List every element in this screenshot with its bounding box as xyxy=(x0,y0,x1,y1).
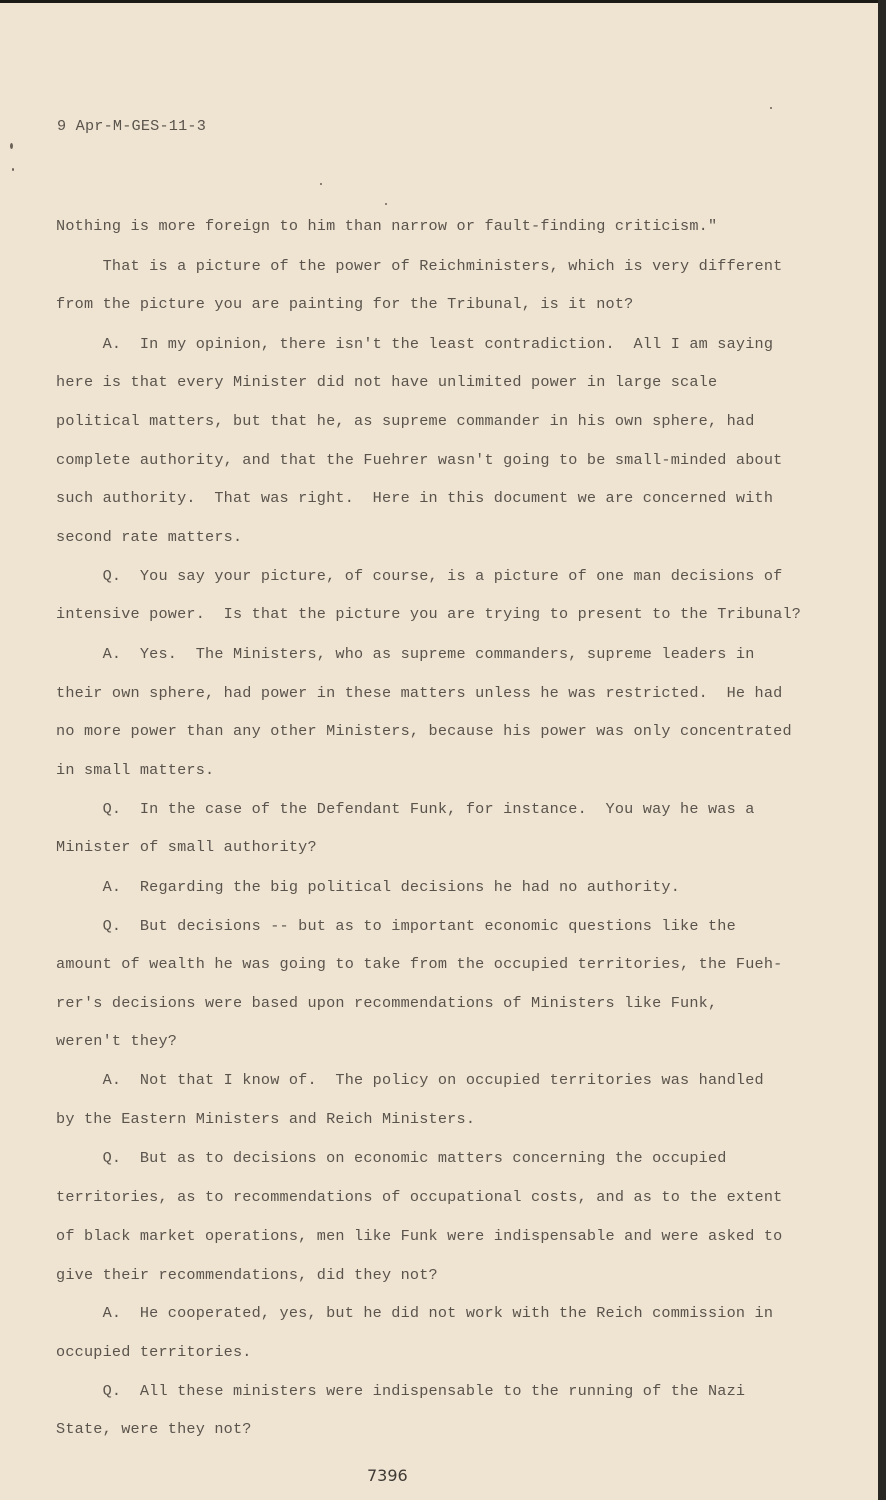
transcript-line: Q. You say your picture, of course, is a picture of one man decisions of xyxy=(56,567,783,585)
transcript-line: A. He cooperated, yes, but he did not work with the Reich commission in xyxy=(56,1304,774,1322)
paper-speck xyxy=(770,107,772,109)
transcript-line: rer's decisions were based upon recommendations of Ministers like Funk, xyxy=(56,994,718,1012)
transcript-line: Q. In the case of the Defendant Funk, for instance. You way he was a xyxy=(56,800,755,818)
transcript-line: Q. All these ministers were indispensable to the running of the Nazi xyxy=(56,1382,746,1400)
transcript-line: of black market operations, men like Funk were indispensable and were asked to xyxy=(56,1227,783,1245)
transcript-line: political matters, but that he, as supreme commander in his own sphere, had xyxy=(56,412,755,430)
document-reference: 9 Apr-M-GES-11-3 xyxy=(57,117,207,135)
transcript-line: intensive power. Is that the picture you are trying to present to the Tribunal? xyxy=(56,605,802,623)
transcript-line: amount of wealth he was going to take from the occupied territories, the Fueh- xyxy=(56,955,783,973)
paper-speck xyxy=(10,143,13,149)
transcript-line: Minister of small authority? xyxy=(56,838,317,856)
transcript-line: occupied territories. xyxy=(56,1343,252,1361)
transcript-line: by the Eastern Ministers and Reich Ministers. xyxy=(56,1110,476,1128)
transcript-line: in small matters. xyxy=(56,761,215,779)
transcript-line: their own sphere, had power in these matters unless he was restricted. He had xyxy=(56,684,783,702)
transcript-line: A. Yes. The Ministers, who as supreme commanders, supreme leaders in xyxy=(56,645,755,663)
paper-speck xyxy=(12,168,14,171)
scan-edge xyxy=(878,0,886,1500)
transcript-line: give their recommendations, did they not? xyxy=(56,1266,438,1284)
transcript-line: A. Regarding the big political decisions he had no authority. xyxy=(56,878,681,896)
transcript-line: A. Not that I know of. The policy on occupied territories was handled xyxy=(56,1071,764,1089)
transcript-line: weren't they? xyxy=(56,1032,178,1050)
transcript-line: from the picture you are painting for the Tribunal, is it not? xyxy=(56,295,634,313)
transcript-line: second rate matters. xyxy=(56,528,243,546)
transcript-line: Q. But as to decisions on economic matters concerning the occupied xyxy=(56,1149,727,1167)
transcript-line: here is that every Minister did not have unlimited power in large scale xyxy=(56,373,718,391)
page-number: 7396 xyxy=(367,1466,408,1485)
transcript-line: That is a picture of the power of Reichministers, which is very different xyxy=(56,257,783,275)
transcript-line: no more power than any other Ministers, because his power was only concentrated xyxy=(56,722,792,740)
transcript-line: State, were they not? xyxy=(56,1420,252,1438)
transcript-line: complete authority, and that the Fuehrer wasn't going to be small-minded about xyxy=(56,451,783,469)
paper-speck xyxy=(385,203,387,205)
transcript-line: A. In my opinion, there isn't the least contradiction. All I am saying xyxy=(56,335,774,353)
transcript-line: such authority. That was right. Here in this document we are concerned with xyxy=(56,489,774,507)
document-page xyxy=(0,3,878,1500)
transcript-line: territories, as to recommendations of occupational costs, and as to the extent xyxy=(56,1188,783,1206)
paper-speck xyxy=(320,183,322,185)
transcript-line: Nothing is more foreign to him than narrow or fault-finding criticism." xyxy=(56,217,718,235)
transcript-line: Q. But decisions -- but as to important economic questions like the xyxy=(56,917,736,935)
